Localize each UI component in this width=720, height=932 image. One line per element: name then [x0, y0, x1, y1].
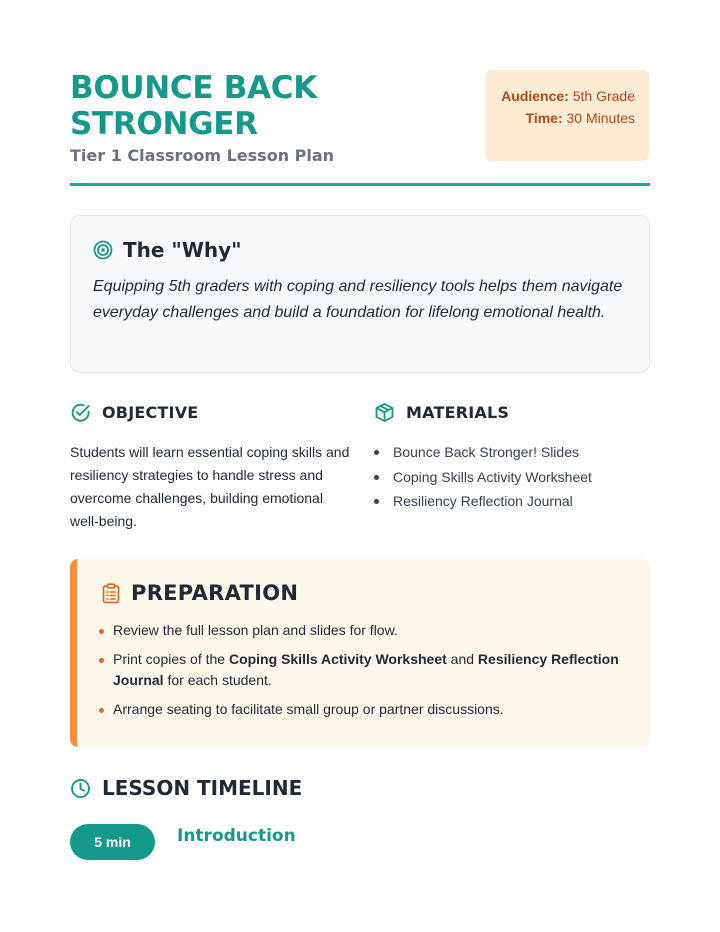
list-item: Bounce Back Stronger! Slides [374, 440, 592, 465]
box-icon [374, 402, 395, 423]
time-label: Time: [525, 110, 563, 126]
preparation-list [99, 620, 619, 728]
lesson-meta-box [485, 70, 649, 161]
page-subtitle: Tier 1 Classroom Lesson Plan [70, 146, 335, 165]
prep-text: for each student. [163, 672, 272, 688]
objective-text: Students will learn essential coping skills and resiliency strategies to handle stress and overcome challenges, building emotional well-being. [70, 444, 350, 529]
why-text: Equipping 5th graders with coping and resiliency tools helps them navigate everyday challenges and build a foundation for lifelong emotional health. [93, 278, 623, 321]
list-item [99, 649, 619, 691]
objective-title: OBJECTIVE [102, 403, 199, 422]
page-title: BOUNCE BACK STRONGER [70, 70, 317, 142]
check-circle-icon [70, 402, 91, 423]
audience-value: 5th Grade [572, 88, 635, 104]
list-item: Arrange seating to facilitate small group or partner discussions. [99, 699, 619, 720]
materials-list [374, 440, 592, 514]
materials-heading [374, 402, 509, 423]
timeline-step-title: Introduction [177, 826, 296, 846]
journal-name: Resiliency Reflection Journal [113, 651, 619, 688]
worksheet-name: Coping Skills Activity Worksheet [228, 651, 447, 667]
preparation-card [70, 559, 650, 747]
list-item: Resiliency Reflection Journal [374, 489, 592, 514]
why-title: The "Why" [123, 238, 242, 262]
preparation-heading [102, 581, 298, 605]
audience-label: Audience: [501, 88, 569, 104]
prep-text: Print copies of the [113, 651, 229, 667]
list-item: Coping Skills Activity Worksheet [374, 465, 592, 490]
clipboard-icon [102, 583, 120, 604]
why-card [70, 215, 650, 373]
materials-title: MATERIALS [406, 403, 510, 422]
time-value: 30 Minutes [566, 110, 635, 126]
timeline-title: LESSON TIMELINE [102, 776, 303, 800]
time-line [495, 107, 635, 129]
objective-heading [70, 402, 198, 423]
audience-line [495, 85, 635, 107]
header-divider [70, 183, 650, 186]
list-item: Review the full lesson plan and slides for flow. [99, 620, 619, 641]
preparation-title: PREPARATION [131, 581, 299, 605]
duration-badge: 5 min [70, 824, 155, 860]
timeline-heading [70, 776, 302, 800]
why-heading [93, 238, 242, 262]
prep-text: and [446, 651, 478, 667]
target-icon [93, 240, 113, 260]
clock-icon [70, 778, 91, 799]
